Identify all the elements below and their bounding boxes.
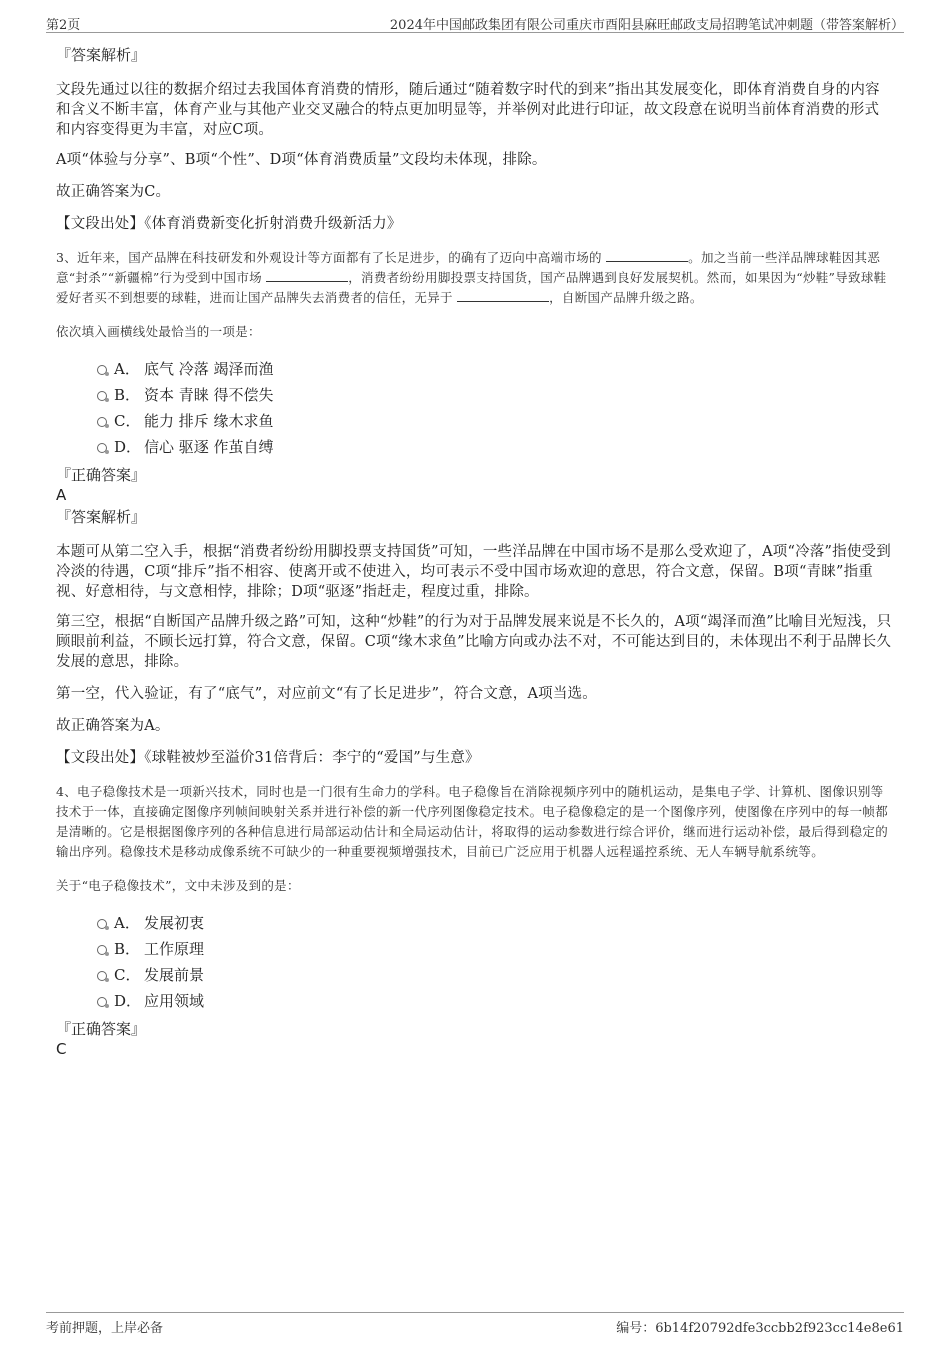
question-prompt: 依次填入画横线处最恰当的一项是： <box>56 324 261 339</box>
answer-statement: 故正确答案为A。 <box>56 718 170 734</box>
footer-slogan: 考前押题，上岸必备 <box>46 1321 164 1336</box>
page-content <box>56 44 892 1058</box>
document-title: 2024年中国邮政集团有限公司重庆市酉阳县麻旺邮政支局招聘笔试冲刺题（带答案解析） <box>389 18 904 33</box>
page-header <box>46 12 904 33</box>
analysis-paragraph: A项“体验与分享”、B项“个性”、D项“体育消费质量”文段均未体现，排除。 <box>56 152 547 168</box>
option-c[interactable]: C． 能力 排斥 缘木求鱼 <box>56 408 892 434</box>
radio-icon[interactable] <box>97 997 107 1007</box>
analysis-paragraph: 文段先通过以往的数据介绍过去我国体育消费的情形，随后通过“随着数字时代的到来”指出其发展变化，即体育消费自身的内容和含义不断丰富，体育产业与其他产业交叉融合的特点更加明显等，并举例对此进行印证，故文段意在说明当前体育消费的形式和内容变得更为丰富，对应C项。 <box>56 82 880 138</box>
blank-3 <box>457 289 549 302</box>
analysis-paragraph: 本题可从第二空入手，根据“消费者纷纷用脚投票支持国货”可知，一些洋品牌在中国市场不是那么受欢迎了，A项“冷落”指使受到冷淡的待遇，C项“排斥”指不相容、使离开或不使进入，均可表示不受中国市场欢迎的意思，符合文意，保留。B项“青睐”指重视、好意相待，与文意相悖，排除；D项“驱逐”指赶走，程度过重，排除。 <box>56 544 891 600</box>
analysis-label: 『答案解析』 <box>56 46 147 64</box>
passage-source: 【文段出处】《体育消费新变化折射消费升级新活力》 <box>56 216 402 232</box>
page-footer <box>46 1312 904 1339</box>
correct-answer-label: 『正确答案』 <box>56 1020 147 1038</box>
radio-icon[interactable] <box>97 971 107 981</box>
question-prompt: 关于“电子稳像技术”，文中未涉及到的是： <box>56 878 300 893</box>
passage-source: 【文段出处】《球鞋被炒至溢价31倍背后：李宁的“爱国”与生意》 <box>56 750 480 766</box>
correct-answer: A <box>56 486 67 504</box>
radio-icon[interactable] <box>97 365 107 375</box>
blank-1 <box>606 249 688 262</box>
radio-icon[interactable] <box>97 417 107 427</box>
analysis-paragraph: 第三空，根据“自断国产品牌升级之路”可知，这种“炒鞋”的行为对于品牌发展来说是不长久的，A项“竭泽而渔”比喻目光短浅，只顾眼前利益，不顾长远打算，符合文意，保留。C项“缘木求鱼”比喻方向或办法不对，不可能达到目的，未体现出不利于品牌长久发展的意思，排除。 <box>56 614 892 670</box>
document-code: 编号：6b14f20792dfe3ccbb2f923cc14e8e61 <box>616 1321 904 1336</box>
blank-2 <box>266 269 348 282</box>
radio-icon[interactable] <box>97 945 107 955</box>
option-a[interactable]: A． 底气 冷落 竭泽而渔 <box>56 356 892 382</box>
option-d[interactable]: D． 信心 驱逐 作茧自缚 <box>56 434 892 460</box>
radio-icon[interactable] <box>97 391 107 401</box>
option-b[interactable]: B． 工作原理 <box>56 936 892 962</box>
question-4-text: 4、电子稳像技术是一项新兴技术，同时也是一门很有生命力的学科。电子稳像旨在消除视频序列中的随机运动，是集电子学、计算机、图像识别等技术于一体，直接确定图像序列帧间映射关系并进行补偿的新一代序列图像稳定技术。电子稳像稳定的是一个图像序列，使图像在序列中的每一帧都是清晰的。它是根据图像序列的各种信息进行局部运动估计和全局运动估计，将取得的运动参数进行综合评价，继而进行运动补偿，最后得到稳定的输出序列。稳像技术是移动成像系统不可缺少的一种重要视频增强技术，目前已广泛应用于机器人远程遥控系统、无人车辆导航系统等。 <box>56 784 889 859</box>
radio-icon[interactable] <box>97 443 107 453</box>
correct-answer-label: 『正确答案』 <box>56 466 147 484</box>
page-number: 第2页 <box>46 18 81 33</box>
analysis-paragraph: 第一空，代入验证，有了“底气”，对应前文“有了长足进步”，符合文意，A项当选。 <box>56 686 597 702</box>
option-b[interactable]: B． 资本 青睐 得不偿失 <box>56 382 892 408</box>
correct-answer: C <box>56 1040 67 1058</box>
analysis-label: 『答案解析』 <box>56 508 147 526</box>
question-3-text: 3、近年来，国产品牌在科技研发和外观设计等方面都有了长足进步，的确有了迈向中高端市场的 。加之当前一些洋品牌球鞋因其恶意“封杀”“新疆棉”行为受到中国市场 ，消费者纷纷用脚投票支持国货，国产品牌遇到良好发展契机。然而，如果因为“炒鞋”导致球鞋爱好者买不到想要的球鞋，进而让国产品牌失去消费者的信任，无异于 ，自断国产品牌升级之路。 <box>56 250 887 305</box>
option-c[interactable]: C． 发展前景 <box>56 962 892 988</box>
option-d[interactable]: D． 应用领域 <box>56 988 892 1014</box>
question-3-options <box>56 356 892 460</box>
answer-statement: 故正确答案为C。 <box>56 184 171 200</box>
radio-icon[interactable] <box>97 919 107 929</box>
question-4-options <box>56 910 892 1014</box>
option-a[interactable]: A． 发展初衷 <box>56 910 892 936</box>
